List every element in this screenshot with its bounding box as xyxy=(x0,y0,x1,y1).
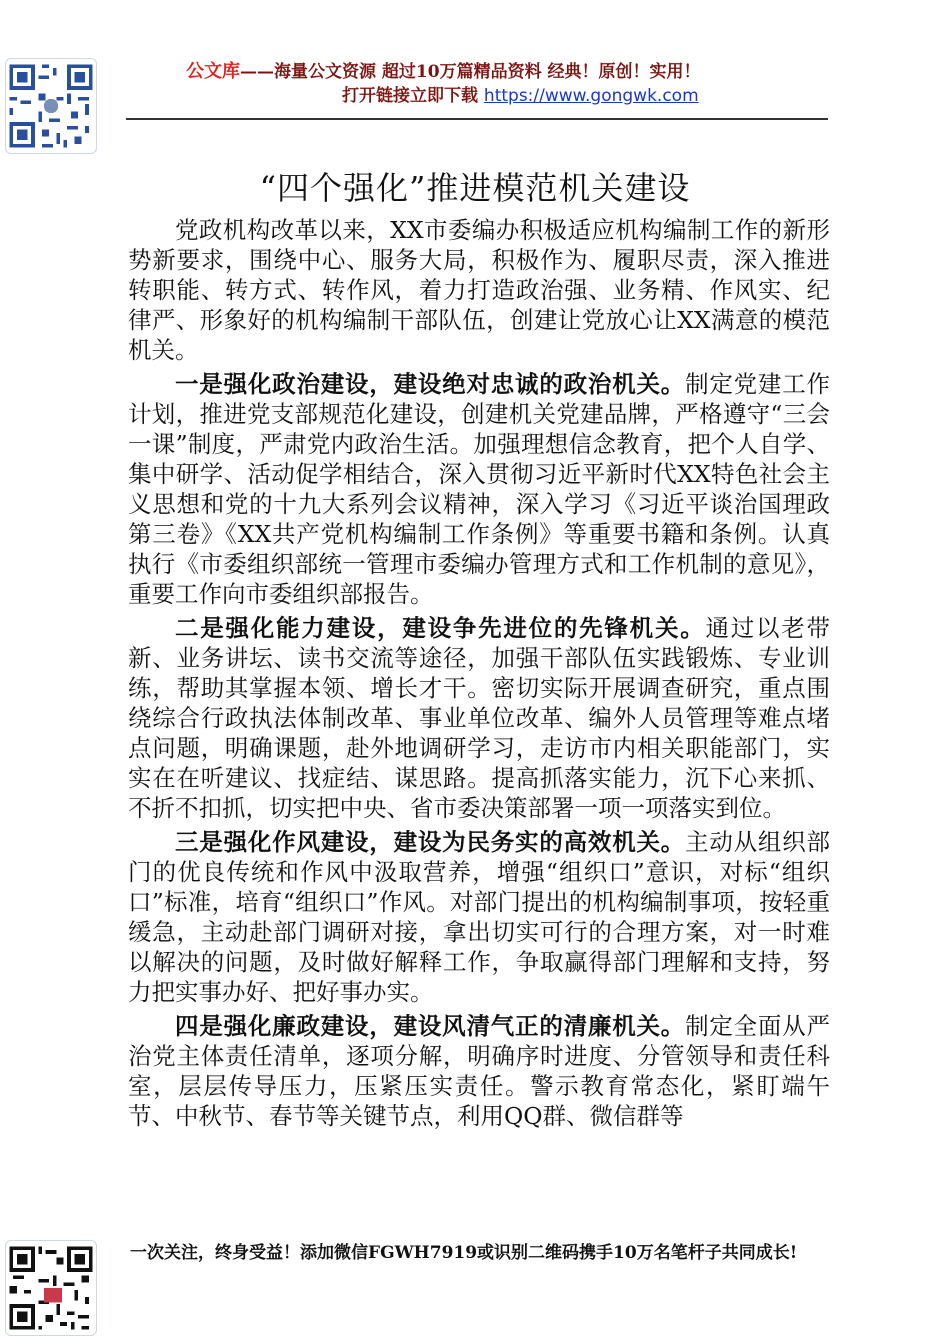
document-title: “四个强化”推进模范机关建设 xyxy=(259,169,691,207)
section-paragraph xyxy=(128,613,830,823)
banner-tagline: ——海量公文资源 超过10万篇精品资料 经典！原创！实用！ xyxy=(240,62,701,82)
qr-code-icon xyxy=(5,1240,97,1336)
section-lead: 二是强化能力建设，建设争先进位的先锋机关。 xyxy=(175,614,706,642)
site-link[interactable]: https://www.gongwk.com xyxy=(483,86,699,106)
document-body xyxy=(128,215,830,1135)
intro-paragraph: 党政机构改革以来，XX市委编办积极适应机构编制工作的新形势新要求，围绕中心、服务大局，积极作为、履职尽责，深入推进转职能、转方式、转作风，着力打造政治强、业务精、作风实、纪律严、形象好的机构编制干部队伍，创建让党放心让XX满意的模范机关。 xyxy=(128,216,830,364)
download-label: 打开链接立即下载 xyxy=(342,86,478,106)
footer-promo: 一次关注，终身受益！添加微信FGWH7919或识别二维码携手10万名笔杆子共同成长! xyxy=(130,1243,798,1263)
section-paragraph xyxy=(128,369,830,609)
section-paragraph xyxy=(128,827,830,1007)
header-divider xyxy=(126,118,828,120)
section-lead: 三是强化作风建设，建设为民务实的高效机关。 xyxy=(175,828,686,856)
site-banner xyxy=(186,60,826,108)
section-lead: 一是强化政治建设，建设绝对忠诚的政治机关。 xyxy=(175,370,686,398)
section-text: 制定全面从严治党主体责任清单，逐项分解，明确序时进度、分管领导和责任科室，层层传导压力，压紧压实责任。警示教育常态化，紧盯端午节、中秋节、春节等关键节点，利用QQ群、微信群等 xyxy=(128,1012,831,1130)
section-text: 通过以老带新、业务讲坛、读书交流等途径，加强干部队伍实践锻炼、专业训练，帮助其掌握本领、增长才干。密切实际开展调查研究，重点围绕综合行政执法体制改革、事业单位改革、编外人员管理等难点堵点问题，明确课题，赴外地调研学习，走访市内相关职能部门，实实在在听建议、找症结、谋思路。提高抓落实能力，沉下心来抓、不折不扣抓，切实把中央、省市委决策部署一项一项落实到位。 xyxy=(128,614,831,822)
section-lead: 四是强化廉政建设，建设风清气正的清廉机关。 xyxy=(175,1012,686,1040)
section-text: 制定党建工作计划，推进党支部规范化建设，创建机关党建品牌，严格遵守“三会一课”制度，严肃党内政治生活。加强理想信念教育，把个人自学、集中研学、活动促学相结合，深入贯彻习近平新时代XX特色社会主义思想和党的十九大系列会议精神，深入学习《习近平谈治国理政第三卷》《XX共产党机构编制工作条例》等重要书籍和条例。认真执行《市委组织部统一管理市委编办管理方式和工作机制的意见》，重要工作向市委组织部报告。 xyxy=(128,370,831,608)
section-paragraph xyxy=(128,1011,830,1131)
qr-code-icon xyxy=(5,58,97,154)
section-text: 主动从组织部门的优良传统和作风中汲取营养，增强“组织口”意识，对标“组织口”标准，培育“组织口”作风。对部门提出的机构编制事项，按轻重缓急，主动赴部门调研对接，拿出切实可行的合理方案，对一时难以解决的问题，及时做好解释工作，争取赢得部门理解和支持，努力把实事办好、把好事办实。 xyxy=(128,828,831,1006)
brand-name: 公文库 xyxy=(186,61,240,82)
